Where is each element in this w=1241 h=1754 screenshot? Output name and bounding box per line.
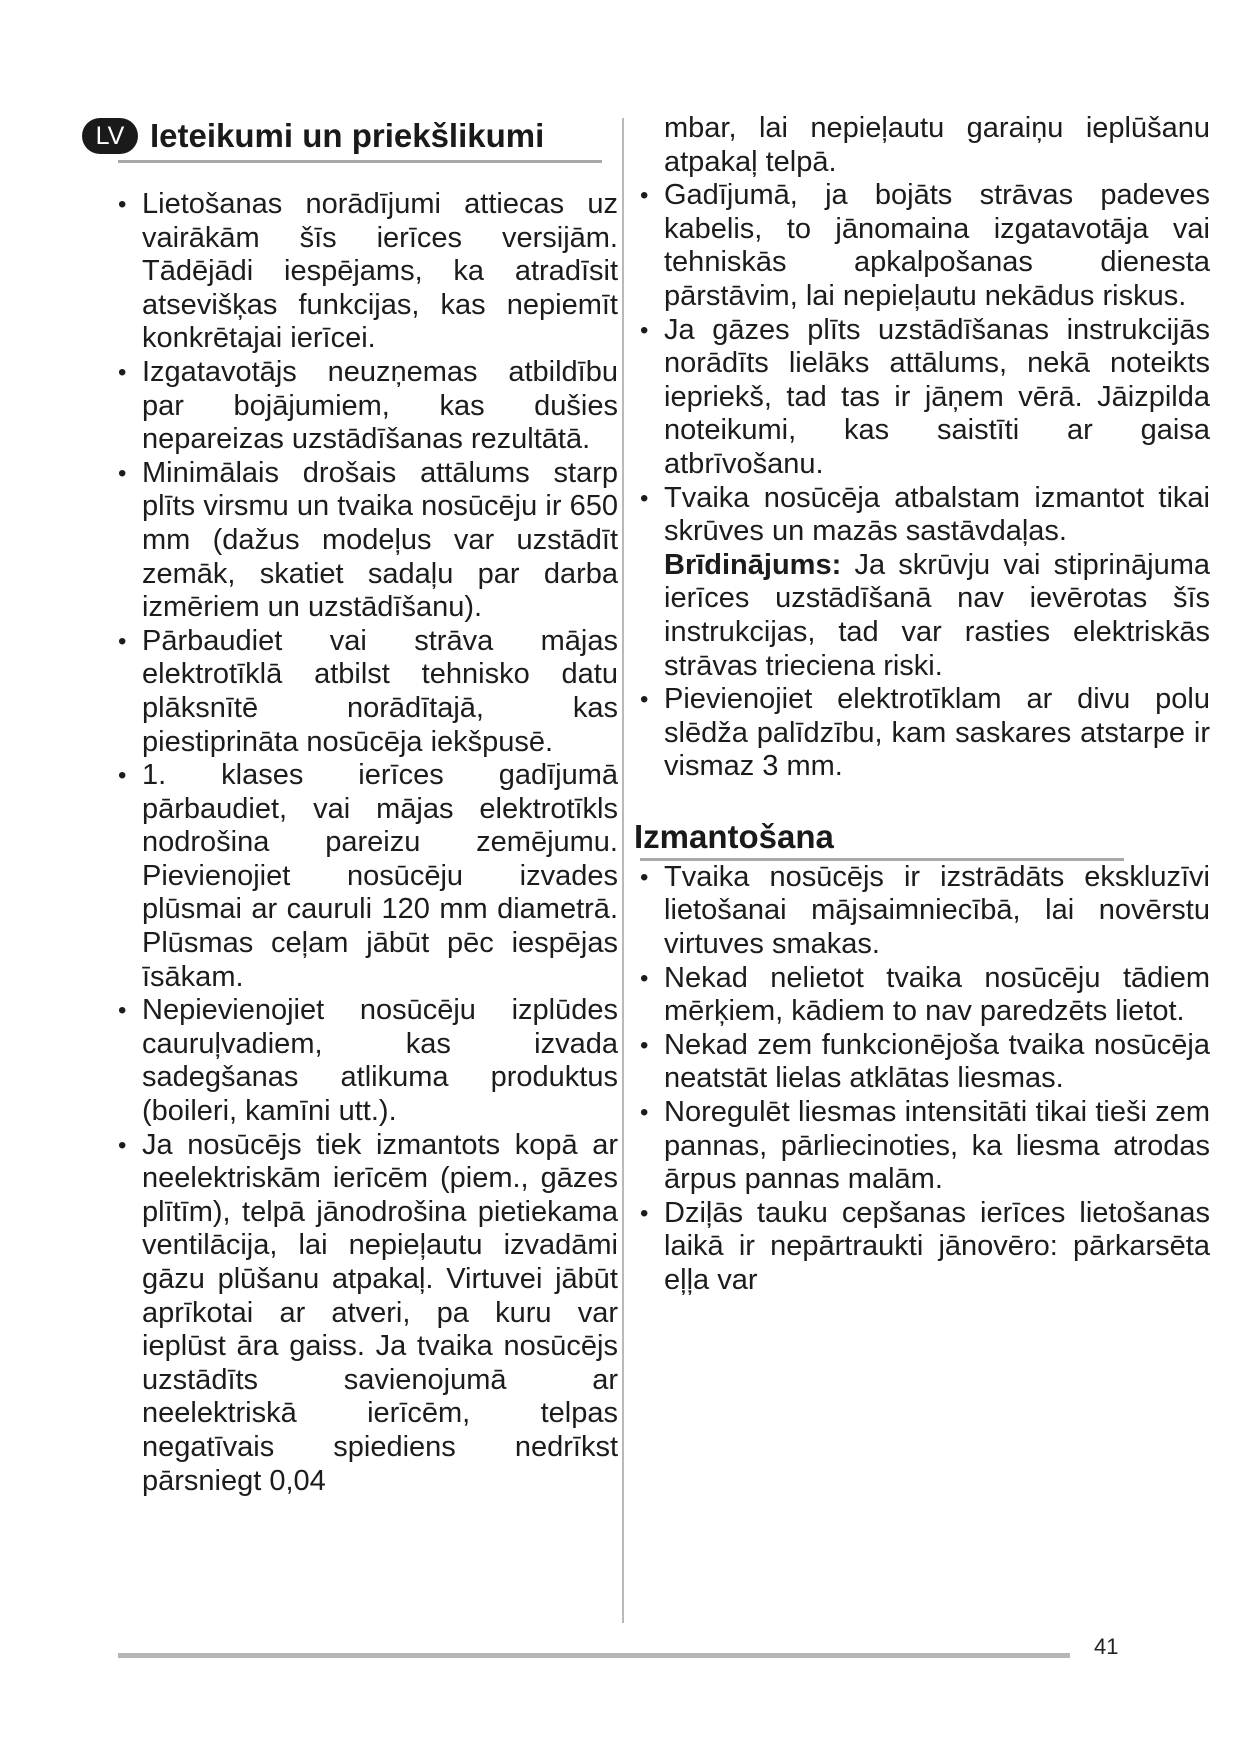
continued-text: mbar, lai nepieļautu garaiņu ieplūšanu atpakaļ telpā. xyxy=(664,112,1210,178)
section-title: Ieteikumi un priekšlikumi xyxy=(150,117,545,154)
warning-paragraph xyxy=(640,549,1210,683)
list-item: • Minimālais drošais attālums starp plīts virsmu un tvaika nosūcēju ir 650 mm (dažus modeļus var uzstādīt zemāk, skatiet sadaļu par darba izmēriem un uzstādīšanu). xyxy=(118,457,618,625)
warning-text: Ja skrūvju vai stiprinājuma ierīces uzstādīšanā nav ievērotas šīs instrukcijas, tad var rasties elektriskās strāvas trieciena riski. xyxy=(664,548,1210,682)
list-item: • Nepievienojiet nosūcēju izplūdes cauruļvadiem, kas izvada sadegšanas atlikuma produktus (boileri, kamīni utt.). xyxy=(118,994,618,1128)
list-item: • Ja gāzes plīts uzstādīšanas instrukcijās norādīts lielāks attālums, nekā noteikts iepriekš, tad tas ir jāņem vērā. Jāizpilda noteikumi, kas saistīti ar gaisa atbrīvošanu. xyxy=(640,314,1210,482)
warning-label: Brīdinājums: xyxy=(664,548,842,581)
list-item: • Nekad zem funkcionējoša tvaika nosūcēja neatstāt lielas atklātas liesmas. xyxy=(640,1029,1210,1096)
footer-divider xyxy=(118,1653,1070,1658)
list-item: • Tvaika nosūcējs ir izstrādāts ekskluzīvi lietošanai mājsaimniecībā, lai novērstu virtuves smakas. xyxy=(640,861,1210,962)
list-item: • Gadījumā, ja bojāts strāvas padeves kabelis, to jānomaina izgatavotāja vai tehniskās apkalpošanas dienesta pārstāvim, lai nepieļautu nekādus riskus. xyxy=(640,179,1210,313)
connection-list xyxy=(640,683,1210,784)
section-header xyxy=(95,112,602,163)
list-item: • Tvaika nosūcēja atbalstam izmantot tikai skrūves un mazās sastāvdaļas. xyxy=(640,482,1210,549)
page-number: 41 xyxy=(1094,1634,1119,1659)
list-item: • Nekad nelietot tvaika nosūcēju tādiem mērķiem, kādiem to nav paredzēts lietot. xyxy=(640,962,1210,1029)
language-badge: LV xyxy=(82,118,138,154)
recommendations-list-continued xyxy=(640,179,1210,549)
list-item: • Ja nosūcējs tiek izmantots kopā ar neelektriskām ierīcēm (piem., gāzes plītīm), telpā jānodrošina pietiekama ventilācija, lai nepieļautu izvadāmi gāzu plūšanu atpakaļ. Virtuvei jābūt aprīkotai ar atveri, pa kuru var ieplūst āra gaiss. Ja tvaika nosūcējs uzstādīts savienojumā ar neelektriskā ierīcēm, telpas negatīvais spiediens nedrīkst pārsniegt 0,04 xyxy=(118,1129,618,1499)
usage-title: Izmantošana xyxy=(634,817,834,855)
list-item: • Lietošanas norādījumi attiecas uz vairākām šīs ierīces versijām. Tādējādi iespējams, ka atradīsit atsevišķas funkcijas, kas nepiemīt konkrētajai ierīcei. xyxy=(118,188,618,356)
list-item: • Dziļās tauku cepšanas ierīces lietošanas laikā ir nepārtraukti jānovēro: pārkarsēta eļļa var xyxy=(640,1197,1210,1298)
left-column xyxy=(95,112,618,1498)
list-item: • Noregulēt liesmas intensitāti tikai tieši zem pannas, pārliecinoties, ka liesma atrodas ārpus pannas malām. xyxy=(640,1096,1210,1197)
recommendations-list xyxy=(118,188,618,1498)
right-column xyxy=(634,112,1210,1298)
list-item: • 1. klases ierīces gadījumā pārbaudiet, vai mājas elektrotīkls nodrošina pareizu zemējumu. Pievienojiet nosūcēju izvades plūsmai ar cauruli 120 mm diametrā. Plūsmas ceļam jābūt pēc iespējas īsākam. xyxy=(118,759,618,994)
column-divider xyxy=(622,118,624,1623)
list-item: • Izgatavotājs neuzņemas atbildību par bojājumiem, kas dušies nepareizas uzstādīšanas rezultātā. xyxy=(118,356,618,457)
usage-list xyxy=(640,861,1210,1298)
usage-header xyxy=(634,814,1124,861)
list-item: • Pievienojiet elektrotīklam ar divu polu slēdža palīdzību, kam saskares atstarpe ir vismaz 3 mm. xyxy=(640,683,1210,784)
list-item: • Pārbaudiet vai strāva mājas elektrotīklā atbilst tehnisko datu plāksnītē norādītajā, kas piestiprināta nosūcēja iekšpusē. xyxy=(118,625,618,759)
